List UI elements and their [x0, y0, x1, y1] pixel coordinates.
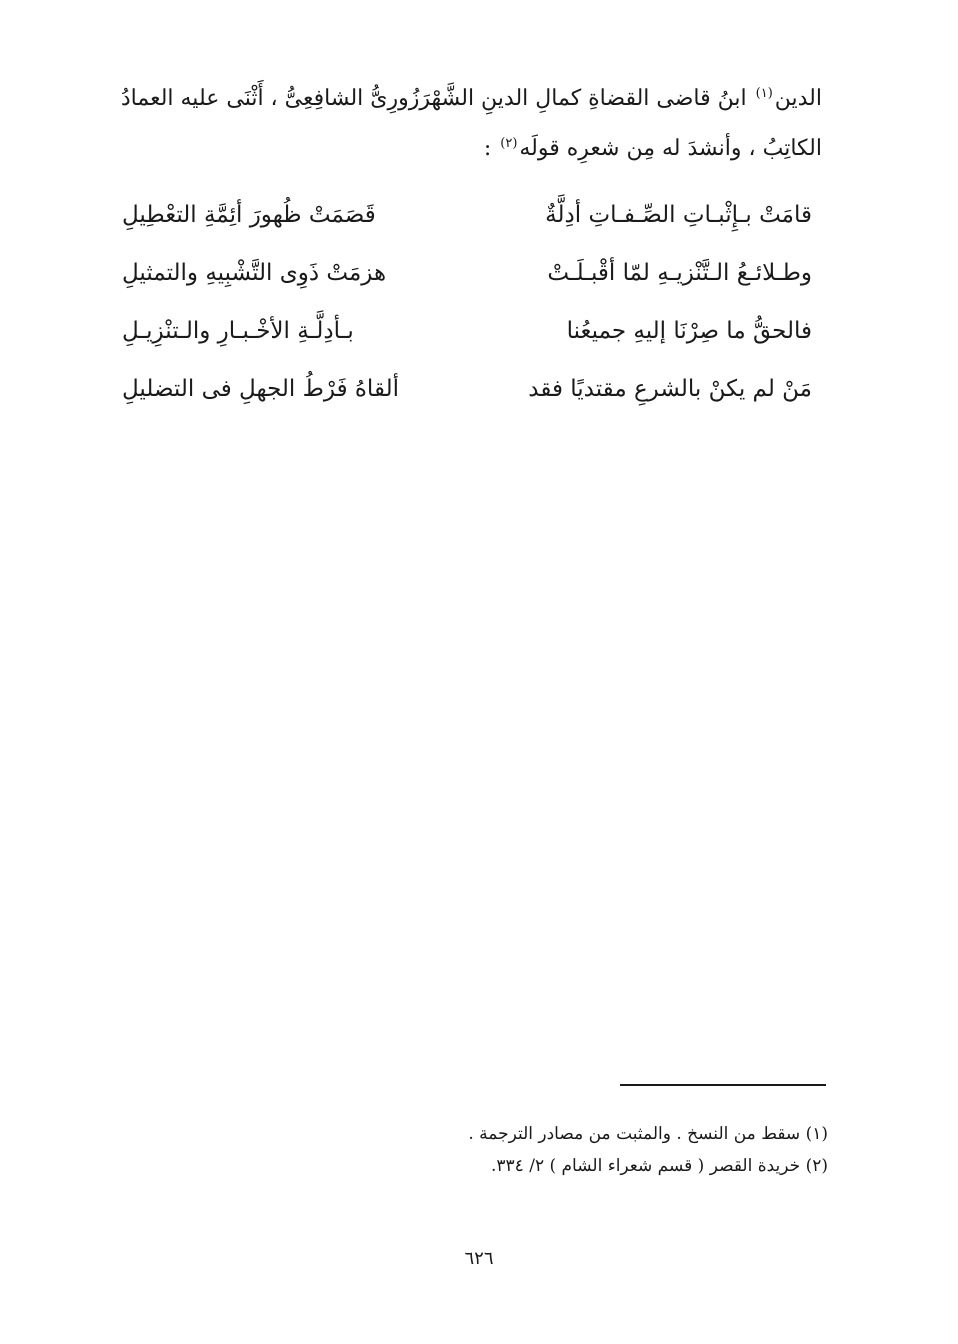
- prose-paragraph: [122, 74, 822, 174]
- verse-second-hemistich: بـأدِلَّـةِ الأخْـبـارِ والـتنْزِيـلِ: [122, 318, 354, 344]
- prose-line-2-rest: :: [483, 136, 499, 161]
- prose-line-1: [122, 74, 822, 124]
- verse: [122, 190, 812, 248]
- verse-first-hemistich: قامَتْ بـإِثْبـاتِ الصِّـفـاتِ أدِلَّةٌ: [545, 202, 812, 228]
- verse-first-hemistich: مَنْ لم يكنْ بالشرعِ مقتديًا فقد: [528, 376, 812, 402]
- verse-second-hemistich: قَصَمَتْ ظُهورَ أئِمَّةِ التعْطِيلِ: [122, 202, 376, 228]
- footnote-1: (١) سقط من النسخ . والمثبت من مصادر الترجمة .: [468, 1124, 828, 1144]
- verse: [122, 248, 812, 306]
- footnotes: [408, 1118, 828, 1182]
- footnote-ref-1: (١): [755, 85, 773, 101]
- prose-line-1-rest: ابنُ قاضى القضاةِ كمالِ الدينِ الشَّهْرَزُورِىُّ الشافِعِىُّ ، أَثْنَى عليه العمادُ: [120, 86, 754, 111]
- footnote-divider: [620, 1084, 826, 1086]
- prose-line-2-start: الكاتِبُ ، وأنشدَ له مِن شعرِه قولَه: [519, 136, 822, 161]
- verse-second-hemistich: هزمَتْ ذَوِى التَّشْبِيهِ والتمثيلِ: [122, 260, 387, 286]
- prose-line-1-start: الدين: [774, 86, 822, 111]
- verse: [122, 364, 812, 422]
- footnote-ref-2: (٢): [500, 135, 518, 151]
- prose-line-2: [122, 124, 822, 174]
- verse-first-hemistich: فالحقُّ ما صِرْنَا إليهِ جميعُنا: [566, 318, 812, 344]
- page-number: ٦٢٦: [464, 1248, 494, 1269]
- poem: [122, 190, 812, 422]
- footnote-2: (٢) خريدة القصر ( قسم شعراء الشام ) ٢/ ٣٣٤.: [491, 1156, 828, 1176]
- verse-second-hemistich: ألقاهُ فَرْطُ الجهلِ فى التضليلِ: [122, 376, 399, 402]
- verse-first-hemistich: وطـلائـعُ الـتَّنْزيـهِ لمّا أقْبـلَـتْ: [547, 260, 812, 286]
- verse: [122, 306, 812, 364]
